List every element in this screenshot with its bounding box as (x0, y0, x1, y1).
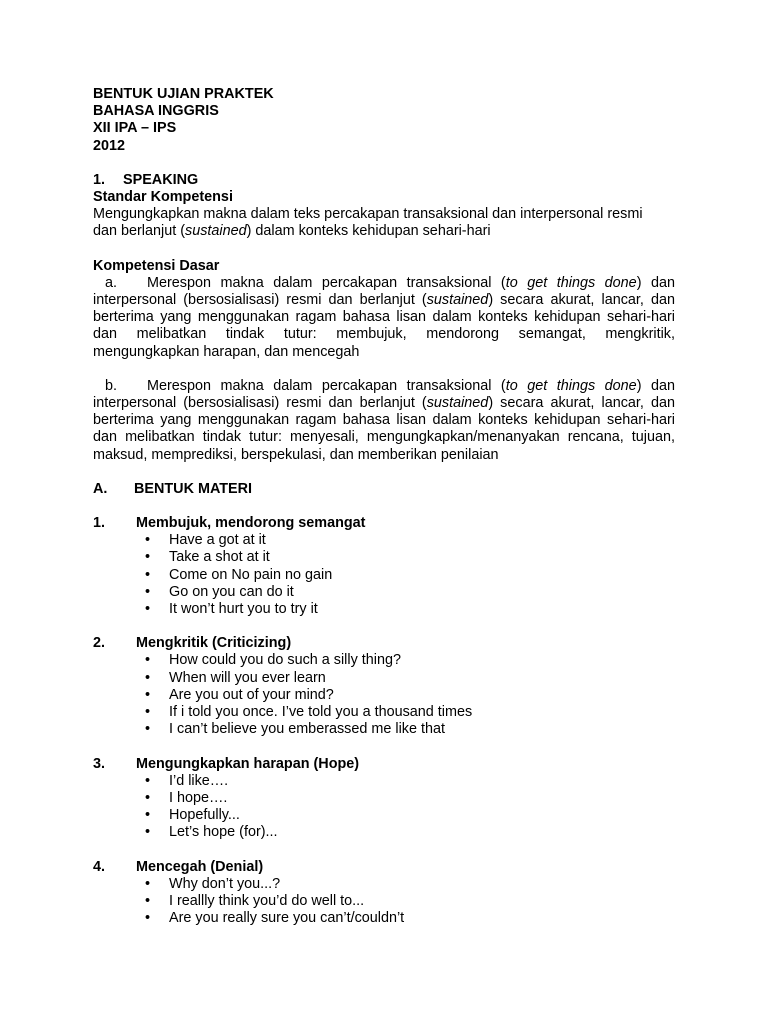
header-class: XII IPA – IPS (93, 120, 177, 137)
header-subject: BAHASA INGGRIS (93, 103, 219, 120)
materi-number: 2. (93, 635, 106, 652)
standar-kompetensi-text: Mengungkapkan makna dalam teks percakapan transaksional dan interpersonal resmi dan berlanjut (sustained) dalam konteks kehidupan sehari-hari (93, 206, 643, 240)
list-item: • Come on No pain no gain (145, 566, 333, 583)
materi-heading (93, 635, 675, 652)
spacer (93, 155, 675, 172)
section-heading-materi (93, 481, 675, 498)
materi-title: Mencegah (Denial) (136, 858, 264, 875)
document-page (93, 86, 675, 927)
section-title: SPEAKING (123, 171, 199, 188)
bullet-icon: • (145, 601, 151, 618)
materi-heading (93, 756, 675, 773)
bullet-icon: • (145, 824, 151, 841)
materi-section-2 (93, 635, 675, 738)
list-item: • Let’s hope (for)... (145, 824, 278, 841)
materi-title: Membujuk, mendorong semangat (136, 515, 366, 532)
bullet-list (93, 773, 675, 842)
list-item: • If i told you once. I’ve told you a thousand times (145, 704, 473, 721)
section-title: BENTUK MATERI (134, 480, 253, 497)
spacer (93, 498, 675, 515)
header-year: 2012 (93, 137, 126, 154)
list-item: • Have a got at it (145, 532, 266, 549)
kompetensi-dasar-b: b. Merespon makna dalam percakapan transaksional (to get things done) dan interpersonal (bersosialisasi) resmi dan berlanjut (sustained) secara akurat, lancar, dan berterima yang menggunakan ragam bahasa lisan dalam konteks kehidupan sehari-hari dan melibatkan tindak tutur: menyesali, mengungkapkan/menanyakan rencana, tujuan, maksud, memprediksi, berspekulasi, dan memberikan penilaian (93, 377, 675, 463)
materi-number: 3. (93, 755, 106, 772)
section-label: A. (93, 480, 108, 497)
bullet-list (93, 532, 675, 618)
list-item: • Are you out of your mind? (145, 686, 334, 703)
bullet-icon: • (145, 910, 151, 927)
materi-section-3 (93, 756, 675, 842)
list-item: • Why don’t you...? (145, 875, 281, 892)
section-heading-speaking (93, 172, 675, 189)
standar-kompetensi-title: Standar Kompetensi (93, 189, 233, 206)
bullet-icon: • (145, 807, 151, 824)
list-item: • It won’t hurt you to try it (145, 601, 318, 618)
bullet-icon: • (145, 789, 151, 806)
bullet-icon: • (145, 875, 151, 892)
materi-number: 1. (93, 515, 106, 532)
bullet-icon: • (145, 549, 151, 566)
list-item: • Go on you can do it (145, 583, 294, 600)
bullet-icon: • (145, 772, 151, 789)
list-item: • I can’t believe you emberassed me like that (145, 721, 445, 738)
bullet-icon: • (145, 652, 151, 669)
list-item: • I’d like…. (145, 772, 229, 789)
spacer (93, 241, 675, 258)
materi-title: Mengkritik (Criticizing) (136, 635, 292, 652)
list-item: • I reallly think you’d do well to... (145, 892, 365, 909)
bullet-icon: • (145, 721, 151, 738)
bullet-icon: • (145, 566, 151, 583)
spacer (93, 361, 675, 378)
materi-section-1 (93, 515, 675, 618)
list-item: • How could you do such a silly thing? (145, 652, 401, 669)
list-item: • Are you really sure you can’t/couldn’t (145, 910, 405, 927)
document-header (93, 86, 675, 155)
kompetensi-dasar-title: Kompetensi Dasar (93, 257, 220, 274)
kompetensi-dasar-a: a. Merespon makna dalam percakapan transaksional (to get things done) dan interpersonal (bersosialisasi) resmi dan berlanjut (sustained) secara akurat, lancar, dan berterima yang menggunakan ragam bahasa lisan dalam konteks kehidupan sehari-hari dan melibatkan tindak tutur: membujuk, mendorong semangat, mengkritik, mengungkapkan harapan, dan mencegah (93, 274, 675, 360)
list-item: • Take a shot at it (145, 549, 270, 566)
bullet-icon: • (145, 583, 151, 600)
materi-section-4 (93, 859, 675, 928)
bullet-icon: • (145, 892, 151, 909)
materi-heading (93, 859, 675, 876)
materi-title: Mengungkapkan harapan (Hope) (136, 755, 360, 772)
materi-number: 4. (93, 858, 106, 875)
section-number: 1. (93, 171, 106, 188)
list-item: • I hope…. (145, 789, 228, 806)
materi-heading (93, 515, 675, 532)
bullet-icon: • (145, 532, 151, 549)
spacer (93, 464, 675, 481)
bullet-icon: • (145, 686, 151, 703)
bullet-list (93, 876, 675, 928)
list-item: • Hopefully... (145, 807, 240, 824)
list-item: • When will you ever learn (145, 669, 326, 686)
header-title: BENTUK UJIAN PRAKTEK (93, 86, 274, 102)
spacer (93, 618, 675, 635)
bullet-icon: • (145, 704, 151, 721)
bullet-icon: • (145, 669, 151, 686)
spacer (93, 739, 675, 756)
bullet-list (93, 652, 675, 738)
spacer (93, 842, 675, 859)
